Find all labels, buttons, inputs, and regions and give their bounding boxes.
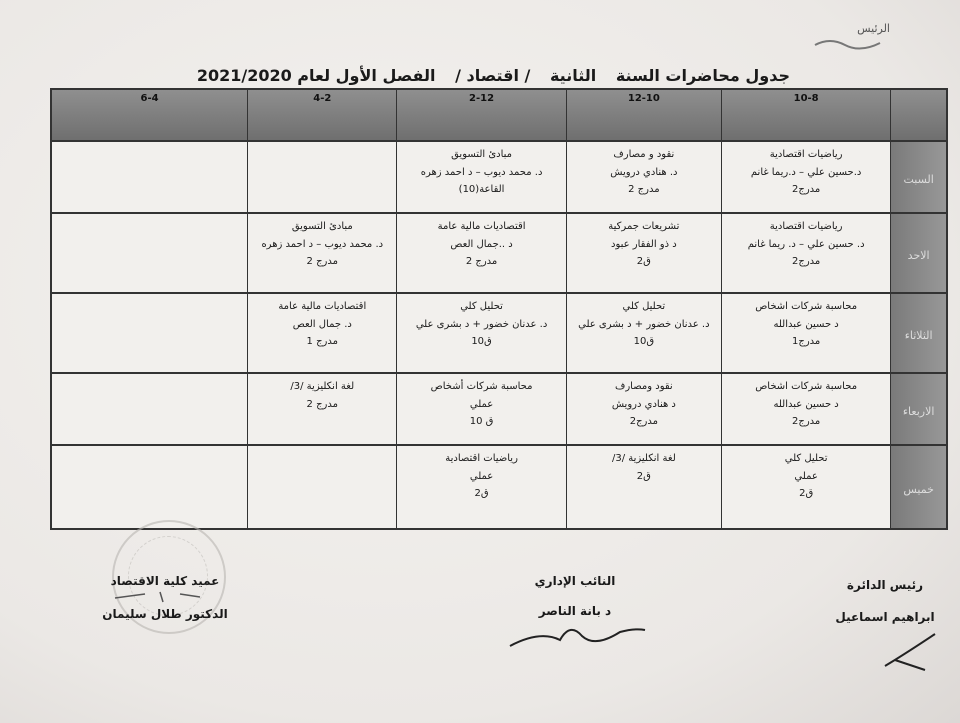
course-name: مبادئ التسويق [291,221,353,232]
course-name: تحليل كلي [622,301,666,312]
schedule-cell [566,214,721,292]
dean-signature-icon [105,588,225,604]
schedule-cell [52,294,247,372]
course-detail: د. عدنان خضور + د بشرى علي [578,318,710,330]
course-detail: ق2 [636,256,651,267]
schedule-cell [52,374,247,444]
title-dept: / اقتصاد / [455,66,531,85]
schedule-cell [52,214,247,292]
course-detail: ق2 [474,488,489,499]
course-detail: عملي [794,470,818,482]
course-detail: مدرج2 [792,184,821,195]
day-cell: خميس [890,446,946,528]
course-detail: د هنادي درويش [611,398,676,410]
course-detail: ق10 [471,336,492,347]
course-name: محاسبة شركات اشخاص [755,301,858,312]
schedule-cell [721,214,890,292]
schedule-table [50,88,948,530]
footer-department-head [820,578,950,677]
footer-admin-deputy [500,574,650,661]
header-day-cell [890,90,946,140]
schedule-cell [566,142,721,212]
header-slot: 10-8 [721,90,890,140]
department-head-title: رئيس الدائرة [846,578,924,592]
course-detail: ق 10 [469,416,494,427]
schedule-cell [566,374,721,444]
schedule-cell [247,142,396,212]
course-detail: مدرج2 [629,416,658,427]
course-detail: مدرج 2 [465,256,498,267]
course-name: رياضيات اقتصادية [769,221,843,232]
header-slot: 12-10 [566,90,721,140]
course-detail: مدرج 1 [306,336,338,347]
title-semester: الفصل الأول لعام 2021/2020 [196,66,436,85]
course-name: رياضيات اقتصادية [445,453,518,464]
course-detail: د. محمد ديوب – د احمد زهره [261,238,384,250]
title-year: الثانية [549,66,597,85]
course-name: رياضيات اقتصادية [769,149,843,160]
schedule-cell [52,142,247,212]
schedule-cell [396,374,565,444]
page-title [196,66,790,88]
course-detail: د. هنادي درويش [610,166,678,178]
schedule-cell [247,374,396,444]
course-name: تحليل كلي [460,301,503,312]
course-detail: مدرج2 [792,416,821,427]
course-name: محاسبة شركات أشخاص [430,381,533,392]
schedule-cell [721,446,890,528]
course-detail: د. محمد ديوب – د احمد زهره [420,166,543,178]
schedule-cell [721,294,890,372]
course-detail: القاعة(10) [458,184,505,195]
schedule-cell [247,214,396,292]
schedule-cell [721,142,890,212]
course-name: محاسبة شركات اشخاص [755,381,858,392]
corner-scribble-icon [810,35,890,53]
footer-dean [80,574,250,621]
schedule-cell [396,446,565,528]
course-name: تشريعات جمركية [608,221,680,232]
course-detail: د. حسين علي – د. ريما غانم [747,238,865,250]
schedule-cell [247,294,396,372]
schedule-cell [396,294,565,372]
course-name: لغة انكليزية /3/ [290,381,355,392]
deputy-name: د بانة الناصر [538,604,612,618]
table-row [52,294,946,374]
course-detail: ق2 [799,488,814,499]
schedule-cell [396,142,565,212]
header-slot: 6-4 [52,90,247,140]
dean-name: الدكتور طلال سليمان [102,607,228,621]
course-detail: د ..جمال العص [450,238,513,250]
corner-text: الرئيس [857,22,890,35]
deputy-signature-icon [500,618,650,658]
table-row [52,142,946,214]
dean-title: عميد كلية الاقتصاد [110,574,220,588]
day-cell: السبت [890,142,946,212]
schedule-cell [247,446,396,528]
corner-note [810,22,890,62]
course-detail: مدرج 2 [306,256,338,267]
header-slot: 4-2 [247,90,396,140]
title-main: جدول محاضرات السنة [615,66,790,85]
course-name: نقود ومصارف [614,381,673,392]
deputy-title: النائب الإداري [534,574,616,588]
course-detail: د.حسين علي – د.ريما غانم [750,166,862,178]
day-cell: الاربعاء [890,374,946,444]
course-detail: د حسين عبدالله [773,318,839,330]
schedule-cell [566,294,721,372]
department-head-signature-icon [825,624,945,674]
course-name: اقتصاديات مالية عامة [437,221,526,232]
course-name: مبادئ التسويق [451,149,513,160]
course-name: تحليل كلي [784,453,828,464]
table-header-row [52,90,946,142]
course-detail: ق2 [636,470,651,482]
schedule-cell [566,446,721,528]
course-detail: عملي [469,398,494,410]
course-detail: عملي [469,470,494,482]
course-detail: د ذو الفقار عبود [611,238,677,250]
course-detail: مدرج 2 [306,398,338,410]
day-cell: الثلاثاء [890,294,946,372]
table-row [52,446,946,528]
schedule-cell [721,374,890,444]
course-detail: د حسين عبدالله [773,398,839,410]
course-detail: مدرج 2 [628,184,660,195]
course-detail: د. جمال العص [292,318,352,330]
course-detail: د. عدنان خضور + د بشرى علي [415,318,548,330]
schedule-cell [396,214,565,292]
header-slot: 2-12 [396,90,565,140]
course-name: اقتصاديات مالية عامة [278,301,367,312]
course-detail: مدرج2 [792,256,821,267]
course-detail: ق10 [633,336,655,347]
table-row [52,374,946,446]
course-detail: مدرج1 [792,336,821,347]
course-name: لغة انكليزية /3/ [611,453,676,464]
course-name: نقود و مصارف [613,149,675,160]
schedule-cell [52,446,247,528]
department-head-name: ابراهيم اسماعيل [835,610,935,624]
day-cell: الاحد [890,214,946,292]
table-row [52,214,946,294]
